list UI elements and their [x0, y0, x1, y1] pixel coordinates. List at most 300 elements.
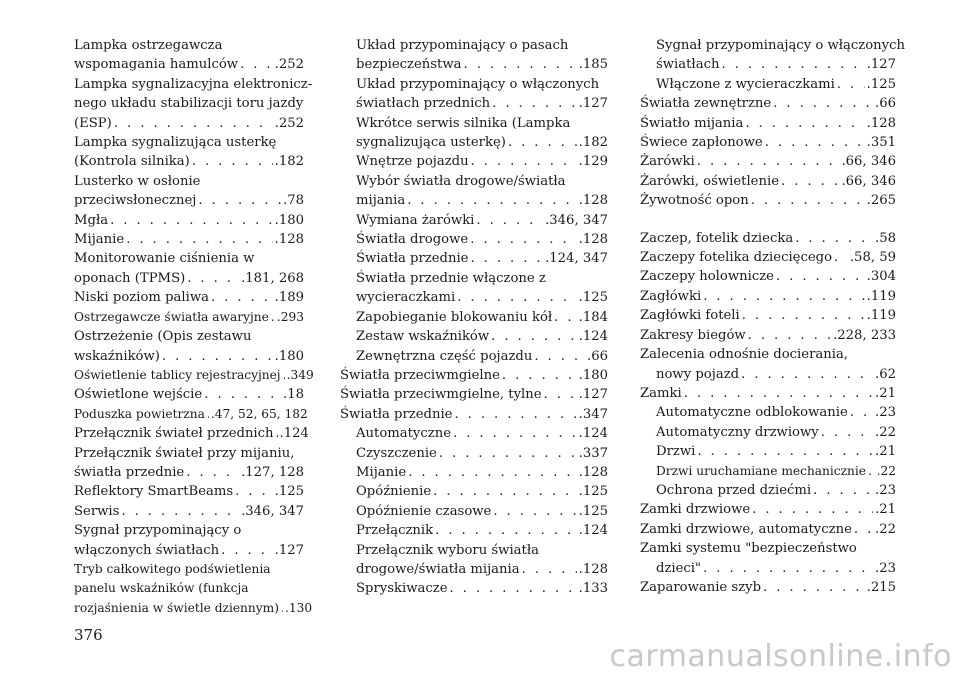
index-entry-line	[640, 500, 896, 519]
index-entry	[640, 384, 896, 403]
index-entry	[340, 249, 608, 268]
page-reference: .125	[578, 484, 608, 500]
index-entry-line	[640, 229, 896, 248]
page-reference: .22	[876, 463, 896, 478]
index-entry-line	[74, 191, 304, 210]
index-term: Przełącznik świateł przy mijaniu,	[74, 445, 295, 461]
page-reference: .128	[866, 115, 896, 131]
page-reference: .58	[875, 230, 896, 246]
index-entry-line	[74, 114, 304, 133]
page-reference: .182	[274, 154, 304, 170]
watermark: carmanualsonline.info	[609, 639, 952, 674]
index-entry-line	[640, 384, 896, 403]
dot-leader	[832, 248, 848, 267]
dot-leader	[184, 463, 239, 482]
index-entry-line	[74, 94, 304, 113]
index-entry	[640, 229, 896, 248]
index-entry-line	[640, 539, 896, 558]
dot-leader	[750, 500, 873, 519]
dot-leader	[219, 541, 272, 560]
index-entry	[74, 249, 304, 288]
index-entry-line	[74, 230, 304, 249]
index-entry	[640, 75, 896, 94]
dot-leader	[453, 405, 577, 424]
page-reference: .180	[274, 212, 304, 228]
page-reference: .62	[875, 366, 896, 382]
index-entry	[340, 366, 608, 385]
dot-leader	[520, 560, 577, 579]
index-term: Zapobieganie blokowaniu kół	[356, 309, 553, 325]
dot-leader	[233, 482, 272, 501]
index-term: Wkrótce serwis silnika (Lampka	[356, 115, 571, 131]
index-entry	[340, 347, 608, 366]
index-entry-line	[356, 444, 608, 463]
index-entry-line	[74, 579, 304, 598]
page-reference: .129	[578, 154, 608, 170]
page-reference: .351	[866, 135, 896, 151]
page-reference: .66, 346	[841, 154, 896, 170]
index-entry-line	[74, 385, 304, 404]
index-entry	[74, 230, 304, 249]
index-entry-line	[356, 191, 608, 210]
index-term: Sygnał przypominający o	[74, 523, 242, 539]
index-entry	[640, 133, 896, 152]
index-entry	[74, 482, 304, 501]
index-term: Ostrzeżenie (Opis zestawu	[74, 329, 252, 345]
index-entry-line	[74, 75, 313, 94]
page-reference: .23	[875, 560, 896, 576]
index-entry	[340, 152, 608, 171]
dot-leader	[819, 423, 873, 442]
page-reference: .265	[866, 193, 896, 209]
dot-leader	[532, 347, 585, 366]
dot-leader	[468, 230, 576, 249]
index-term: Światła przeciwmgielne, tylne	[340, 387, 542, 403]
page-reference: .346, 347	[545, 212, 608, 228]
index-term: wskaźników)	[74, 348, 160, 364]
index-term: Żarówki, oświetlenie	[640, 173, 780, 189]
index-term: Światła przednie włączone z	[356, 270, 546, 286]
index-term: Mijanie	[356, 464, 407, 480]
dot-leader	[489, 327, 576, 346]
index-entry-line	[356, 541, 608, 560]
dot-leader	[761, 578, 865, 597]
index-entry	[640, 345, 896, 384]
index-term: Wnętrze pojazdu	[356, 154, 469, 170]
index-term: włączonych światłach	[74, 542, 220, 558]
index-entry-line	[356, 347, 608, 366]
dot-leader	[848, 403, 873, 422]
index-entry	[74, 366, 314, 385]
dot-leader	[185, 269, 239, 288]
dot-leader	[448, 579, 577, 598]
index-term: nowy pojazd	[656, 366, 740, 382]
index-entry	[340, 308, 608, 327]
index-entry-line	[640, 114, 896, 133]
index-entry-line	[74, 288, 304, 307]
page-reference: .124	[279, 426, 309, 442]
page-reference: .215	[866, 579, 896, 595]
index-term: światła przednie	[74, 464, 185, 480]
page-reference: .180	[274, 348, 304, 364]
page-reference: .128	[578, 464, 608, 480]
dot-leader	[238, 55, 273, 74]
index-entry-line	[74, 502, 304, 521]
index-entry-line	[356, 579, 608, 598]
dot-leader	[743, 114, 864, 133]
index-term: Światło mijania	[640, 115, 744, 131]
index-entry	[340, 463, 608, 482]
dot-leader	[771, 94, 873, 113]
index-entry	[74, 424, 309, 443]
index-term: Oświetlenie tablicy rejestracyjnej	[74, 367, 281, 382]
index-entry-line	[74, 424, 309, 443]
index-entry	[340, 424, 608, 443]
page-number: 376	[74, 626, 103, 644]
dot-leader	[455, 288, 576, 307]
index-entry	[640, 462, 896, 481]
index-entry-line	[74, 482, 304, 501]
index-term: Ostrzegawcze światła awaryjne	[74, 309, 269, 324]
page-reference: .127	[578, 387, 608, 403]
index-entry-line	[356, 560, 608, 579]
index-entry-line	[356, 133, 608, 152]
index-entry-line	[656, 403, 896, 422]
dot-leader	[739, 365, 873, 384]
page-reference: .349	[286, 367, 314, 382]
index-term: Zamki	[640, 385, 682, 401]
dot-leader	[740, 306, 865, 325]
index-entry-line	[356, 211, 608, 230]
index-column-3	[640, 36, 905, 597]
dot-leader	[405, 191, 576, 210]
index-entry-line	[356, 288, 608, 307]
index-entry-line	[74, 541, 304, 560]
index-entry	[74, 211, 304, 230]
index-entry	[640, 306, 896, 325]
page-reference: .18	[283, 387, 304, 403]
index-entry-line	[356, 230, 608, 249]
page-reference: .346, 347	[241, 503, 304, 519]
page-reference: .180	[578, 367, 608, 383]
index-entry-line	[356, 36, 608, 55]
dot-leader	[196, 191, 281, 210]
dot-leader	[437, 444, 577, 463]
index-term: Przełącznik świateł przednich	[74, 426, 274, 442]
index-entry-line	[640, 267, 896, 286]
dot-leader	[124, 230, 272, 249]
index-term: sygnalizująca usterkę)	[356, 135, 506, 151]
index-term: Zestaw wskaźników	[356, 329, 490, 345]
index-entry-line	[74, 366, 314, 385]
index-term: Lusterko w osłonie	[74, 173, 201, 189]
index-term: Zewnętrzna część pojazdu	[356, 348, 533, 364]
index-entry	[74, 308, 304, 327]
index-term: Tryb całkowitego podświetlenia	[74, 561, 271, 576]
index-term: Poduszka powietrzna	[74, 406, 205, 421]
index-entry	[340, 521, 608, 540]
page-reference: .181, 268	[241, 270, 304, 286]
index-term: Drzwi uruchamiane mechanicznie	[656, 463, 867, 478]
page-reference: .47, 52, 65, 182	[210, 406, 308, 421]
index-term: Mijanie	[74, 232, 125, 248]
index-entry-line	[356, 269, 608, 288]
index-term: Automatyczny drzwiowy	[656, 424, 819, 440]
index-term: Mgła	[74, 212, 109, 228]
dot-leader	[490, 94, 576, 113]
index-term: rozjaśnienia w świetle dziennym)	[74, 600, 279, 615]
page-reference: .124	[578, 426, 608, 442]
dot-leader	[491, 502, 576, 521]
index-entry-line	[640, 578, 896, 597]
index-term: Spryskiwacze	[356, 581, 448, 597]
page-reference: .78	[283, 193, 304, 209]
index-entry-line	[356, 75, 608, 94]
dot-leader	[469, 152, 577, 171]
dot-leader	[112, 114, 273, 133]
index-entry-line	[74, 211, 304, 230]
index-entry	[640, 442, 896, 461]
index-entry	[640, 403, 896, 422]
index-term: Zamki drzwiowe, automatyczne	[640, 521, 852, 537]
page-reference: .66, 346	[841, 173, 896, 189]
dot-leader	[701, 559, 873, 578]
page-reference: .127, 128	[241, 464, 304, 480]
index-entry-line	[356, 424, 608, 443]
index-entry-line	[74, 599, 313, 618]
page-reference: .66	[875, 96, 896, 112]
index-term: Opóźnienie czasowe	[356, 503, 492, 519]
index-entry	[640, 94, 896, 113]
index-entry-line	[640, 345, 896, 364]
index-entry-line	[74, 152, 304, 171]
index-entry	[640, 481, 896, 500]
index-entry-line	[74, 327, 304, 346]
index-term: (ESP)	[74, 115, 112, 131]
index-entry-line	[74, 269, 304, 288]
index-entry	[340, 385, 608, 404]
index-term: Oświetlone wejście	[74, 387, 203, 403]
index-entry	[640, 578, 896, 597]
dot-leader	[433, 521, 577, 540]
index-entry-line	[656, 36, 905, 55]
index-entry-line	[640, 520, 896, 539]
page-reference: .22	[875, 521, 896, 537]
dot-leader	[695, 442, 873, 461]
index-entry	[340, 502, 608, 521]
index-entry	[74, 288, 304, 307]
page-reference: .21	[875, 385, 896, 401]
page-reference: .347	[578, 406, 608, 422]
index-entry-line	[74, 347, 304, 366]
index-entry	[640, 267, 896, 286]
dot-leader	[462, 55, 577, 74]
index-entry-line	[340, 366, 608, 385]
dot-leader	[763, 133, 865, 152]
index-entry	[74, 405, 308, 424]
index-term: Światła zewnętrzne	[640, 96, 772, 112]
page-reference: .304	[866, 269, 896, 285]
index-term: Zaparowanie szyb	[640, 579, 762, 595]
index-entry-line	[356, 55, 608, 74]
index-entry	[74, 327, 304, 366]
index-entry-line	[74, 463, 304, 482]
index-term: wspomagania hamulców	[74, 57, 239, 73]
index-term: Przełącznik wyboru światła	[356, 542, 539, 558]
page-reference: .125	[274, 484, 304, 500]
page-reference: .21	[875, 444, 896, 460]
index-entry-line	[74, 444, 304, 463]
index-term: Czyszczenie	[356, 445, 437, 461]
page-reference: .128	[578, 232, 608, 248]
index-entry-line	[356, 463, 608, 482]
dot-leader	[431, 482, 576, 501]
index-entry-line	[74, 405, 308, 424]
page-reference: .125	[578, 503, 608, 519]
dot-leader	[746, 326, 831, 345]
page-reference: .58, 59	[849, 250, 896, 266]
page-reference: .184	[578, 309, 608, 325]
index-entry	[74, 444, 304, 483]
index-entry	[640, 520, 896, 539]
index-term: Zaczep, fotelik dziecka	[640, 230, 794, 246]
index-term: przeciwsłonecznej	[74, 193, 197, 209]
page-reference: .124, 347	[545, 251, 608, 267]
dot-leader	[474, 211, 543, 230]
page-reference: .185	[578, 57, 608, 73]
index-entry	[640, 114, 896, 133]
page-reference: .124	[578, 523, 608, 539]
index-term: Zamki drzwiowe	[640, 502, 751, 518]
index-entry-line	[656, 423, 896, 442]
index-entry	[74, 385, 304, 404]
index-entry-line	[640, 248, 896, 267]
index-entry-line	[356, 172, 608, 191]
index-entry	[340, 269, 608, 308]
index-entry-line	[340, 385, 608, 404]
dot-leader	[749, 191, 865, 210]
page-reference: .125	[578, 290, 608, 306]
index-term: Światła przednie	[356, 251, 469, 267]
index-term: światłach przednich	[356, 96, 491, 112]
dot-leader	[500, 366, 577, 385]
index-entry-line	[356, 308, 608, 327]
index-entry-line	[640, 306, 896, 325]
dot-leader	[811, 481, 873, 500]
index-term: Zagłówki foteli	[640, 308, 740, 324]
dot-leader	[774, 267, 865, 286]
page-reference: .124	[578, 329, 608, 345]
index-term: Świece zapłonowe	[640, 135, 763, 151]
page-reference: .133	[578, 581, 608, 597]
dot-leader	[793, 229, 873, 248]
page-reference: .130	[284, 600, 313, 615]
page-reference: .337	[578, 445, 608, 461]
index-entry	[340, 327, 608, 346]
index-term: Zaczepy fotelika dziecięcego	[640, 250, 833, 266]
index-entry-line	[74, 36, 304, 55]
index-term: Włączone z wycieraczkami	[656, 76, 835, 92]
index-entry	[74, 75, 313, 133]
index-entry	[340, 541, 608, 580]
index-entry-line	[356, 152, 608, 171]
dot-leader	[108, 211, 273, 230]
index-entry-line	[656, 75, 896, 94]
page-reference: .21	[875, 502, 896, 518]
index-entry-line	[356, 249, 608, 268]
index-term: Żarówki	[640, 154, 695, 170]
page-reference: .119	[866, 308, 896, 324]
dot-leader	[852, 520, 873, 539]
page-reference: .22	[875, 424, 896, 440]
index-entry-line	[656, 462, 896, 481]
index-entry	[340, 405, 608, 424]
index-column-2	[340, 36, 608, 599]
dot-leader	[835, 75, 865, 94]
index-term: światłach	[656, 57, 720, 73]
index-term: Światła przeciwmgielne	[340, 367, 500, 383]
page-reference: .182	[578, 135, 608, 151]
dot-leader	[202, 385, 281, 404]
index-entry-line	[74, 249, 304, 268]
index-entry	[340, 114, 608, 153]
index-term: drogowe/światła mijania	[356, 561, 520, 577]
index-term: Niski poziom paliwa	[74, 290, 209, 306]
index-term: nego układu stabilizacji toru jazdy	[74, 96, 304, 112]
index-term: Zakresy biegów	[640, 327, 746, 343]
section-gap	[640, 211, 896, 229]
dot-leader	[682, 384, 873, 403]
index-entry	[340, 230, 608, 249]
page-reference: .252	[274, 57, 304, 73]
index-entry-line	[640, 172, 896, 191]
index-entry-line	[656, 55, 896, 74]
index-entry-line	[340, 405, 608, 424]
index-term: Wymiana żarówki	[356, 212, 475, 228]
index-entry	[74, 502, 304, 521]
page-reference: .128	[274, 232, 304, 248]
index-column-1	[74, 36, 314, 618]
index-entry	[74, 36, 304, 75]
index-entry-line	[356, 327, 608, 346]
page-reference: .293	[276, 309, 304, 324]
index-entry-line	[356, 482, 608, 501]
index-entry-line	[74, 521, 304, 540]
index-term: (Kontrola silnika)	[74, 154, 190, 170]
page-reference: .127	[866, 57, 896, 73]
page-reference: .128	[578, 193, 608, 209]
index-term: Drzwi	[656, 444, 696, 460]
index-entry-line	[656, 442, 896, 461]
dot-leader	[209, 288, 273, 307]
index-term: Układ przypominający o pasach	[356, 38, 569, 53]
dot-leader	[160, 347, 273, 366]
index-entry	[640, 36, 905, 75]
page-reference: .128	[578, 561, 608, 577]
index-entry	[640, 539, 896, 578]
dot-leader	[190, 152, 273, 171]
index-term: Zaczepy holownicze	[640, 269, 774, 285]
index-entry-line	[356, 521, 608, 540]
dot-leader	[695, 152, 840, 171]
index-term: Ochrona przed dziećmi	[656, 482, 812, 498]
dot-leader	[542, 385, 577, 404]
index-entry	[640, 191, 896, 210]
index-term: wycieraczkami	[356, 290, 456, 306]
dot-leader	[552, 308, 576, 327]
index-term: Zagłówki	[640, 288, 702, 304]
index-entry	[340, 482, 608, 501]
